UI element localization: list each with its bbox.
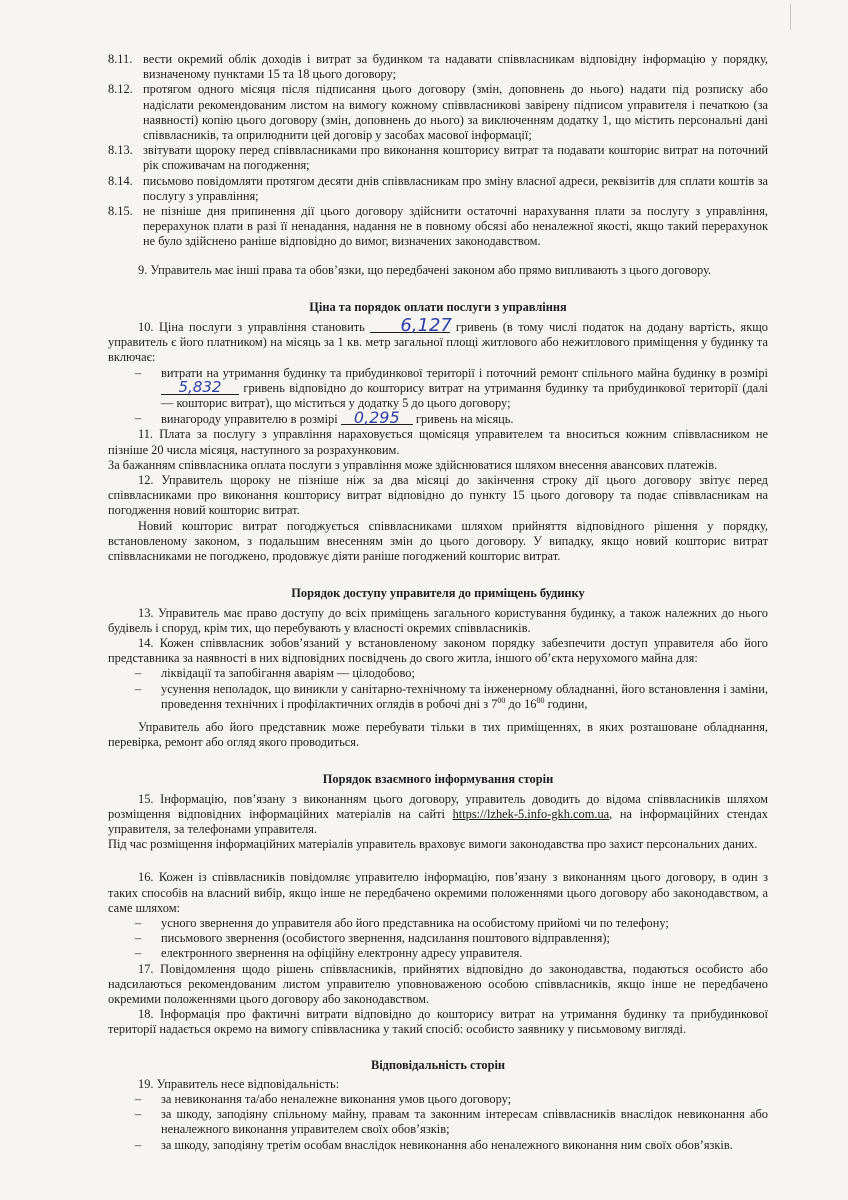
list-item-maintenance bbox=[108, 366, 768, 412]
text-part: гривень (в тому числі податок на додану вартість, якщо управитель є його платником) на місяць за 1 кв. метр загальної площі житлового або нежитлового приміщення у будинку та включає: bbox=[108, 320, 768, 365]
paragraph-11-advance: За бажанням співвласника оплата послуги з управління може здійснюватися шляхом внесення авансових платежів. bbox=[108, 457, 718, 472]
list-item-damage-third-parties bbox=[108, 1138, 768, 1153]
handwritten-reward-amount: 0,295 bbox=[341, 411, 413, 425]
dash-bullet: – bbox=[135, 681, 142, 696]
text-part: , на інформаційних стендах управителя, за телефонами управителя. bbox=[108, 806, 768, 836]
paragraph-12-new-estimate: Новий кошторис витрат погоджується співвласниками шляхом прийняття відповідного рішення у порядку, встановленому законом, з подальшим внесенням змін до цього договору. У випадку, якщо новий кошторис витрат співвласниками не погоджено, продовжує діяти раніше погоджений кошторис витрат. bbox=[108, 518, 768, 564]
text-part: години, bbox=[544, 696, 588, 711]
list-item-text: ліквідації та запобігання аваріям — цілодобово; bbox=[161, 666, 415, 681]
dash-bullet: – bbox=[135, 1107, 142, 1122]
item-text: вести окремий облік доходів і витрат за будинком та надавати співвласникам відповідну інформацію у порядку, визначеному пунктами 15 та 18 цього договору; bbox=[143, 52, 768, 82]
text-part: усунення неполадок, що виникли у санітарно-технічному та інженерному обладнанні, його встановлення і заміни, проведення технічних і профілактичних оглядів в робочі дні з 7 bbox=[161, 681, 768, 711]
list-item-text bbox=[161, 408, 768, 428]
list-item-repairs bbox=[108, 682, 768, 712]
list-item-written bbox=[108, 931, 768, 946]
document-body bbox=[108, 52, 768, 1153]
list-item-nonperformance bbox=[108, 1092, 768, 1107]
paragraph-9: 9. Управитель має інші права та обов’язки, що передбачені законом або прямо випливають з цього договору. bbox=[138, 262, 712, 277]
dash-bullet: – bbox=[135, 666, 142, 681]
paragraph-14-access: Управитель або його представник може перебувати тільки в тих приміщеннях, в яких розташоване обладнання, перевірка, ремонт або огляд якого проводиться. bbox=[108, 719, 768, 750]
list-item-text bbox=[161, 366, 768, 412]
item-8-13 bbox=[108, 143, 768, 173]
superscript: 00 bbox=[497, 695, 506, 705]
text-part: витрати на утримання будинку та прибудинкової території і поточний ремонт спільного майна будинку в розмірі bbox=[161, 365, 768, 380]
item-text: звітувати щороку перед співвласниками про виконання кошторису витрат та подавати кошторис витрат на поточний рік споживачам на погодження; bbox=[143, 143, 768, 173]
text-part: гривень відповідно до кошторису витрат на утримання будинку та прибудинкової території (далі — кошторис витрат), що міститься у додатку 5 до цього договору; bbox=[161, 380, 768, 411]
item-text: протягом одного місяця після підписання цього договору (змін, доповнень до нього) надати під розписку або надіслати рекомендованим листом на вимогу кожному співвласникові завірену підписом управителя і печаткою (за наявності) копію цього договору (змін, доповнень до нього) за виключенням додатку 1, що містить персональні дані співвласників, та оприлюднити цей договір у засобах масової інформації; bbox=[143, 82, 768, 143]
dash-bullet: – bbox=[135, 1091, 142, 1106]
paragraph-13: 13. Управитель має право доступу до всіх приміщень загального користування будинку, а також належних до нього будівель і споруд, крім тих, що перебувають у власності окремих співвласників. bbox=[108, 605, 768, 635]
list-item-accidents bbox=[108, 666, 768, 681]
item-8-15 bbox=[108, 204, 768, 250]
list-item-electronic bbox=[108, 946, 768, 961]
list-item-text: письмового звернення (особистого звернення, надсилання поштового відправлення); bbox=[161, 931, 610, 946]
paragraph-11: 11. Плата за послугу з управління нараховується щомісяця управителем та вноситься кожним співвласником не пізніше 20 числа місяця, наступного за розрахунковим. bbox=[108, 427, 768, 457]
paragraph-14: 14. Кожен співвласник зобов’язаний у встановленому законом порядку забезпечити доступ управителя або його представника за наявності в них відповідних посвідчень до свого житла, іншого об’єкта нерухомого майна для: bbox=[108, 635, 768, 666]
item-number: 8.11. bbox=[108, 52, 133, 66]
item-text: не пізніше дня припинення дії цього договору здійснити остаточні нарахування плати за послугу з управління, перерахунок плати в разі її ненадання, надання не в повному обсязі або неналежної якості, якщо такий перерахунок не було здійснено раніше відповідно до вимог, визначених законодавством. bbox=[143, 204, 768, 249]
item-8-12 bbox=[108, 82, 768, 143]
text-part: гривень на місяць. bbox=[415, 412, 514, 427]
dash-bullet: – bbox=[135, 931, 142, 946]
section-heading-access: Порядок доступу управителя до приміщень будинку bbox=[291, 586, 585, 601]
list-item-text: за шкоду, заподіяну спільному майну, правам та законним інтересам співвласників внаслідок невиконання або неналежного виконання управителем своїх обов’язків; bbox=[161, 1107, 768, 1137]
list-item-text: за шкоду, заподіяну третім особам внаслідок невиконання або неналежного виконання ним своїх обов’язків. bbox=[161, 1137, 733, 1152]
list-item-text: за невиконання та/або неналежне виконання умов цього договору; bbox=[161, 1091, 512, 1106]
list-item-text: усного звернення до управителя або його представника на особистому прийомі чи по телефону; bbox=[161, 915, 669, 930]
item-number: 8.13. bbox=[108, 143, 133, 158]
item-number: 8.14. bbox=[108, 173, 133, 188]
section-heading-information: Порядок взаємного інформування сторін bbox=[322, 772, 554, 787]
page-edge-mark bbox=[790, 4, 839, 30]
paragraph-10 bbox=[108, 315, 768, 366]
text-part: винагороду управителю в розмірі bbox=[161, 412, 338, 427]
dash-bullet: – bbox=[135, 1137, 142, 1152]
text-part: до 16 bbox=[505, 696, 537, 711]
dash-bullet: – bbox=[135, 365, 142, 380]
item-number: 8.12. bbox=[108, 82, 133, 97]
item-8-14 bbox=[108, 174, 768, 204]
paragraph-15 bbox=[108, 792, 768, 838]
dash-bullet: – bbox=[135, 946, 142, 961]
text-part: 10. Ціна послуги з управління становить bbox=[138, 320, 365, 335]
dash-bullet: – bbox=[135, 915, 142, 930]
section-heading-responsibility: Відповідальність сторін bbox=[370, 1057, 506, 1072]
paragraph-19: 19. Управитель несе відповідальність: bbox=[138, 1076, 340, 1091]
paragraph-18: 18. Інформація про фактичні витрати відповідно до кошторису витрат на утримання будинку та прибудинкової території надається окремо на вимогу співвласника у такий спосіб: особисто заявнику у письмовому вигляді. bbox=[108, 1007, 768, 1037]
handwritten-maintenance-cost: 5,832 bbox=[161, 381, 239, 395]
item-number: 8.15. bbox=[108, 204, 133, 219]
dash-bullet: – bbox=[135, 411, 142, 426]
website-link[interactable]: https://lzhek-5.info-gkh.com.ua bbox=[452, 806, 610, 821]
list-item-reward bbox=[108, 408, 768, 428]
paragraph-16: 16. Кожен із співвласників повідомляє управителю інформацію, пов’язану з виконанням цього договору, в один з таких способів на власний вибір, якщо інше не передбачено окремими положеннями цього договору або законодавством, а саме шляхом: bbox=[108, 870, 768, 915]
list-item-damage-owners bbox=[108, 1107, 768, 1137]
list-item-text: електронного звернення на офіційну електронну адресу управителя. bbox=[161, 946, 523, 961]
item-8-11 bbox=[108, 52, 768, 82]
superscript: 00 bbox=[536, 695, 545, 705]
paragraph-12: 12. Управитель щороку не пізніше ніж за два місяці до закінчення строку дії цього договору звітує перед співвласниками про виконання кошторису витрат відповідно до пункту 15 цього договору та подає співвласникам на погодження новий кошторис витрат. bbox=[108, 473, 768, 518]
paragraph-15-privacy: Під час розміщення інформаційних матеріалів управитель враховує вимоги законодавства про захист персональних даних. bbox=[108, 837, 758, 852]
item-text: письмово повідомляти протягом десяти днів співвласникам про зміну власної адреси, реквізитів для сплати коштів за послугу з управління; bbox=[143, 173, 768, 203]
list-item-oral bbox=[108, 916, 768, 931]
text-part: 15. Інформацію, пов’язану з виконанням цього договору, управитель доводить до відома співвласників шляхом розміщення відповідних інформаційних матеріалів на сайті bbox=[108, 791, 768, 821]
handwritten-price-total: 6,127 bbox=[370, 319, 450, 333]
list-item-text bbox=[161, 682, 768, 712]
section-heading-price: Ціна та порядок оплати послуги з управління bbox=[309, 299, 567, 314]
paragraph-17: 17. Повідомлення щодо рішень співвласників, прийнятих відповідно до законодавства, подаються особисто або надсилаються рекомендованим листом управителю уповноваженою особою співвласників, якщо інше не передбачено окремими положеннями цього договору або законодавством. bbox=[108, 961, 768, 1006]
